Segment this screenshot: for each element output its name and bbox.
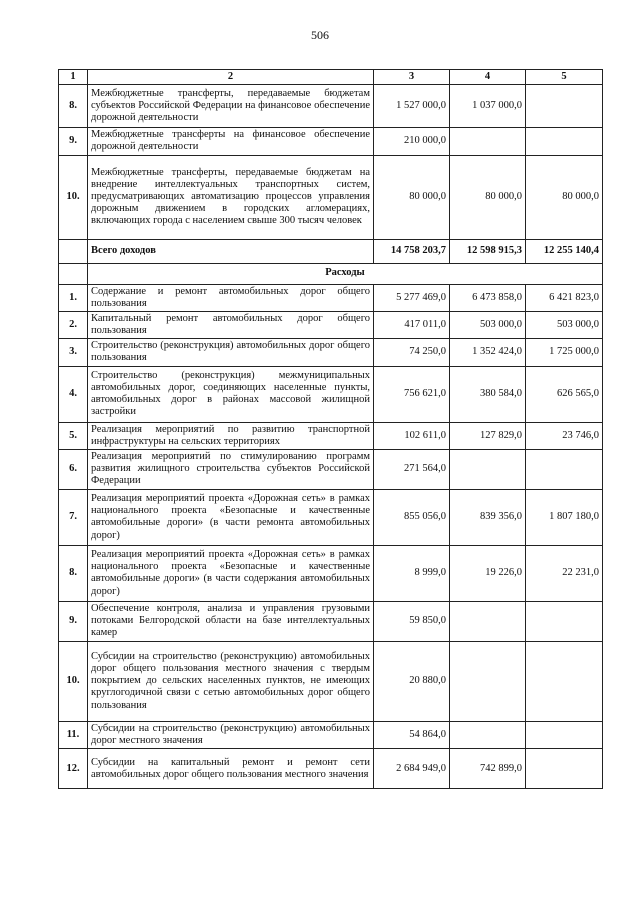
- row-number: 2.: [59, 311, 88, 338]
- row-number: 10.: [59, 641, 88, 721]
- row-name: Капитальный ремонт автомобильных дорог общего пользования: [88, 311, 374, 338]
- table-header-row: [59, 70, 603, 85]
- row-name: Субсидии на строительство (реконструкцию) автомобильных дорог местного значения: [88, 721, 374, 748]
- value-col-5: 626 565,0: [526, 366, 603, 422]
- value-col-4: 6 473 858,0: [450, 284, 526, 311]
- value-col-3: 74 250,0: [374, 339, 450, 366]
- value-col-4: [450, 721, 526, 748]
- value-col-5: [526, 749, 603, 789]
- value-col-4: [450, 128, 526, 155]
- row-number: 8.: [59, 545, 88, 601]
- value-col-3: 8 999,0: [374, 545, 450, 601]
- row-number: 1.: [59, 284, 88, 311]
- value-col-5: 1 725 000,0: [526, 339, 603, 366]
- income-row: [59, 128, 603, 155]
- expense-row: [59, 422, 603, 449]
- row-name: Содержание и ремонт автомобильных дорог общего пользования: [88, 284, 374, 311]
- row-name: Строительство (реконструкция) межмуниципальных автомобильных дорог, соединяющих населенные пункты, автомобильных дорог в районах массовой жилищной застройки: [88, 366, 374, 422]
- row-number: 5.: [59, 422, 88, 449]
- value-col-3: 102 611,0: [374, 422, 450, 449]
- value-col-3: 855 056,0: [374, 489, 450, 545]
- expense-row: [59, 339, 603, 366]
- column-header-5: 5: [526, 70, 603, 85]
- total-value-col-4: 12 598 915,3: [450, 239, 526, 263]
- expenses-section-title: Расходы: [88, 263, 603, 284]
- value-col-5: [526, 85, 603, 128]
- expense-row: [59, 641, 603, 721]
- expense-row: [59, 366, 603, 422]
- value-col-5: 503 000,0: [526, 311, 603, 338]
- row-number: 3.: [59, 339, 88, 366]
- column-header-2: 2: [88, 70, 374, 85]
- value-col-3: 54 864,0: [374, 721, 450, 748]
- value-col-4: 503 000,0: [450, 311, 526, 338]
- value-col-4: 1 352 424,0: [450, 339, 526, 366]
- row-name: Субсидии на капитальный ремонт и ремонт сети автомобильных дорог общего пользования местного значения: [88, 749, 374, 789]
- row-name: Реализация мероприятий по развитию транспортной инфраструктуры на сельских территориях: [88, 422, 374, 449]
- value-col-4: 80 000,0: [450, 155, 526, 239]
- row-number: 7.: [59, 489, 88, 545]
- total-income-label: Всего доходов: [88, 239, 374, 263]
- row-number: 11.: [59, 721, 88, 748]
- value-col-4: [450, 641, 526, 721]
- value-col-4: [450, 601, 526, 641]
- row-name: Реализация мероприятий проекта «Дорожная сеть» в рамках национального проекта «Безопасные и качественные автомобильные дороги» (в части ремонта автомобильных дорог): [88, 489, 374, 545]
- column-header-3: 3: [374, 70, 450, 85]
- total-value-col-3: 14 758 203,7: [374, 239, 450, 263]
- expense-row: [59, 601, 603, 641]
- row-name: Строительство (реконструкция) автомобильных дорог общего пользования: [88, 339, 374, 366]
- total-value-col-5: 12 255 140,4: [526, 239, 603, 263]
- value-col-4: [450, 449, 526, 489]
- value-col-5: [526, 449, 603, 489]
- value-col-5: [526, 601, 603, 641]
- row-name: Межбюджетные трансферты, передаваемые бюджетам субъектов Российской Федерации на финансовое обеспечение дорожной деятельности: [88, 85, 374, 128]
- row-number: 6.: [59, 449, 88, 489]
- total-income-row: [59, 239, 603, 263]
- row-name: Межбюджетные трансферты на финансовое обеспечение дорожной деятельности: [88, 128, 374, 155]
- value-col-4: 380 584,0: [450, 366, 526, 422]
- row-number: 9.: [59, 128, 88, 155]
- value-col-5: 22 231,0: [526, 545, 603, 601]
- value-col-5: [526, 721, 603, 748]
- column-header-4: 4: [450, 70, 526, 85]
- expense-row: [59, 449, 603, 489]
- row-number: 4.: [59, 366, 88, 422]
- value-col-3: 59 850,0: [374, 601, 450, 641]
- row-name: Обеспечение контроля, анализа и управления грузовыми потоками Белгородской области на базе интеллектуальных камер: [88, 601, 374, 641]
- expense-row: [59, 284, 603, 311]
- row-number-empty: [59, 263, 88, 284]
- value-col-3: 1 527 000,0: [374, 85, 450, 128]
- column-header-1: 1: [59, 70, 88, 85]
- row-number: 9.: [59, 601, 88, 641]
- row-number: 12.: [59, 749, 88, 789]
- value-col-3: 80 000,0: [374, 155, 450, 239]
- row-name: Субсидии на строительство (реконструкцию) автомобильных дорог общего пользования местного значения с твердым покрытием до сельских населенных пунктов, не имеющих круглогодичной связи с сетью автомобильных дорог общего пользования: [88, 641, 374, 721]
- value-col-4: 839 356,0: [450, 489, 526, 545]
- value-col-3: 756 621,0: [374, 366, 450, 422]
- value-col-4: 1 037 000,0: [450, 85, 526, 128]
- page-number: 506: [311, 28, 329, 42]
- value-col-5: 23 746,0: [526, 422, 603, 449]
- expense-row: [59, 489, 603, 545]
- value-col-3: 5 277 469,0: [374, 284, 450, 311]
- value-col-4: 742 899,0: [450, 749, 526, 789]
- expense-row: [59, 545, 603, 601]
- value-col-5: 6 421 823,0: [526, 284, 603, 311]
- value-col-3: 210 000,0: [374, 128, 450, 155]
- row-name: Реализация мероприятий проекта «Дорожная сеть» в рамках национального проекта «Безопасные и качественные автомобильные дороги» (в части содержания автомобильных дорог): [88, 545, 374, 601]
- row-name: Реализация мероприятий по стимулированию программ развития жилищного строительства субъектов Российской Федерации: [88, 449, 374, 489]
- budget-table: [58, 69, 603, 789]
- expense-row: [59, 749, 603, 789]
- row-name: Межбюджетные трансферты, передаваемые бюджетам на внедрение интеллектуальных транспортных систем, предусматривающих автоматизацию процессов управления дорожным движением в городских агломерациях, включающих города с населением свыше 300 тысяч человек: [88, 155, 374, 239]
- value-col-5: 80 000,0: [526, 155, 603, 239]
- income-row: [59, 85, 603, 128]
- value-col-5: [526, 641, 603, 721]
- row-number-empty: [59, 239, 88, 263]
- value-col-4: 127 829,0: [450, 422, 526, 449]
- value-col-5: 1 807 180,0: [526, 489, 603, 545]
- value-col-4: 19 226,0: [450, 545, 526, 601]
- expenses-section-row: [59, 263, 603, 284]
- row-number: 10.: [59, 155, 88, 239]
- value-col-3: 2 684 949,0: [374, 749, 450, 789]
- row-number: 8.: [59, 85, 88, 128]
- value-col-5: [526, 128, 603, 155]
- value-col-3: 271 564,0: [374, 449, 450, 489]
- expense-row: [59, 311, 603, 338]
- value-col-3: 20 880,0: [374, 641, 450, 721]
- value-col-3: 417 011,0: [374, 311, 450, 338]
- expense-row: [59, 721, 603, 748]
- income-row: [59, 155, 603, 239]
